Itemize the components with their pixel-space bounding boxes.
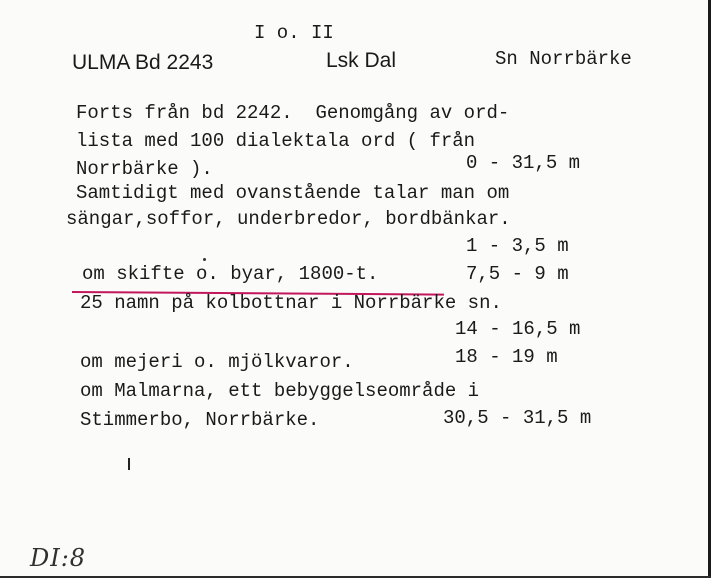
- time-range-1: 0 - 31,5 m: [466, 152, 581, 174]
- series-label: I o. II: [254, 22, 334, 44]
- time-range-5: 18 - 19 m: [455, 346, 558, 368]
- district-label: Lsk Dal: [326, 49, 397, 72]
- time-range-6: 30,5 - 31,5 m: [443, 407, 592, 429]
- time-range-2: 1 - 3,5 m: [466, 235, 569, 257]
- parish-label: Sn Norrbärke: [495, 48, 632, 70]
- entry-line-3: Norrbärke ).: [76, 158, 213, 180]
- entry-line-9: om Malmarna, ett bebyggelseområde i: [80, 380, 480, 402]
- ink-dot: [203, 258, 206, 261]
- entry-line-4: Samtidigt med ovanstående talar man om: [76, 182, 510, 204]
- entry-line-5: sängar,soffor, underbredor, bordbänkar.: [66, 208, 511, 230]
- time-range-4: 14 - 16,5 m: [455, 318, 581, 340]
- handwritten-note: DI:8: [30, 544, 87, 572]
- pen-mark: [128, 458, 130, 470]
- entry-line-7: 25 namn på kolbottnar i Norrbärke sn.: [80, 292, 502, 314]
- entry-line-1: Forts från bd 2242. Genomgång av ord-: [76, 102, 510, 124]
- entry-line-8: om mejeri o. mjölkvaror.: [80, 351, 354, 373]
- entry-line-6: om skifte o. byar, 1800-t.: [82, 263, 379, 285]
- entry-line-2: lista med 100 dialektala ord ( från: [76, 130, 476, 152]
- archive-ref: ULMA Bd 2243: [72, 51, 214, 74]
- entry-line-10: Stimmerbo, Norrbärke.: [80, 409, 320, 431]
- time-range-3: 7,5 - 9 m: [466, 263, 569, 285]
